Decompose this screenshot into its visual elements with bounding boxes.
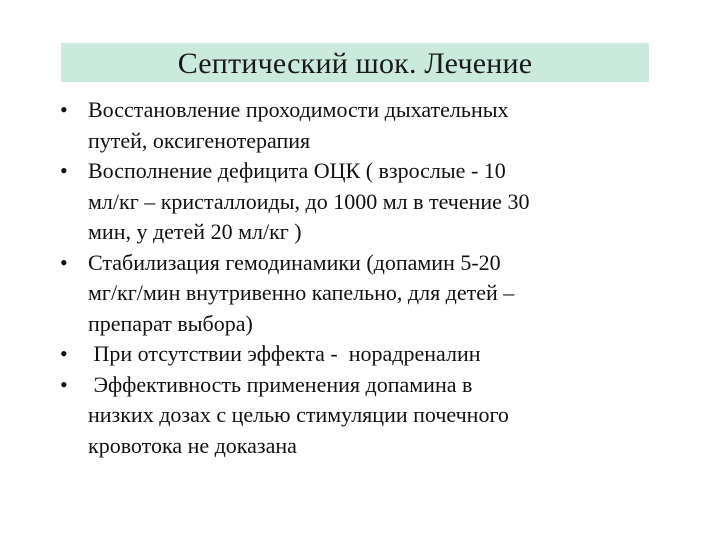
title-bar	[61, 43, 649, 82]
bullet-line: мин, у детей 20 мл/кг )	[88, 219, 302, 244]
slide-title: Септический шок. Лечение	[177, 46, 533, 80]
bullet-line: мл/кг – кристаллоиды, до 1000 мл в течение 30	[88, 188, 530, 214]
bullet-line: Восполнение дефицита ОЦК ( взрослые - 10	[88, 158, 506, 183]
bullet-icon: •	[60, 341, 68, 366]
bullet-icon: •	[60, 249, 68, 275]
bullet-icon: •	[60, 158, 68, 183]
bullet-line: препарат выбора)	[88, 310, 253, 336]
bullet-line: Восстановление проходимости дыхательных	[88, 97, 509, 122]
bullet-line: Эффективность применения допамина в	[88, 371, 473, 397]
bullet-line: Стабилизация гемодинамики (допамин 5-20	[88, 249, 501, 275]
bullet-text	[88, 156, 668, 248]
bullet-list	[58, 95, 668, 461]
bullet-line: кровотока не доказана	[88, 432, 297, 458]
bullet-text	[88, 248, 668, 340]
bullet-icon: •	[60, 371, 68, 397]
bullet-line: мг/кг/мин внутривенно капельно, для детей –	[88, 280, 515, 305]
bullet-text	[88, 370, 668, 462]
bullet-item	[58, 370, 668, 462]
bullet-line: При отсутствии эффекта - норадреналин	[88, 341, 481, 366]
bullet-icon: •	[60, 97, 68, 122]
bullet-item	[58, 156, 668, 248]
bullet-text	[88, 339, 668, 370]
bullet-item	[58, 248, 668, 340]
bullet-item	[58, 339, 668, 370]
bullet-line: низких дозах с целью стимуляции почечного	[88, 402, 509, 427]
bullet-text	[88, 95, 668, 156]
bullet-line: путей, оксигенотерапия	[88, 127, 311, 153]
bullet-item	[58, 95, 668, 156]
